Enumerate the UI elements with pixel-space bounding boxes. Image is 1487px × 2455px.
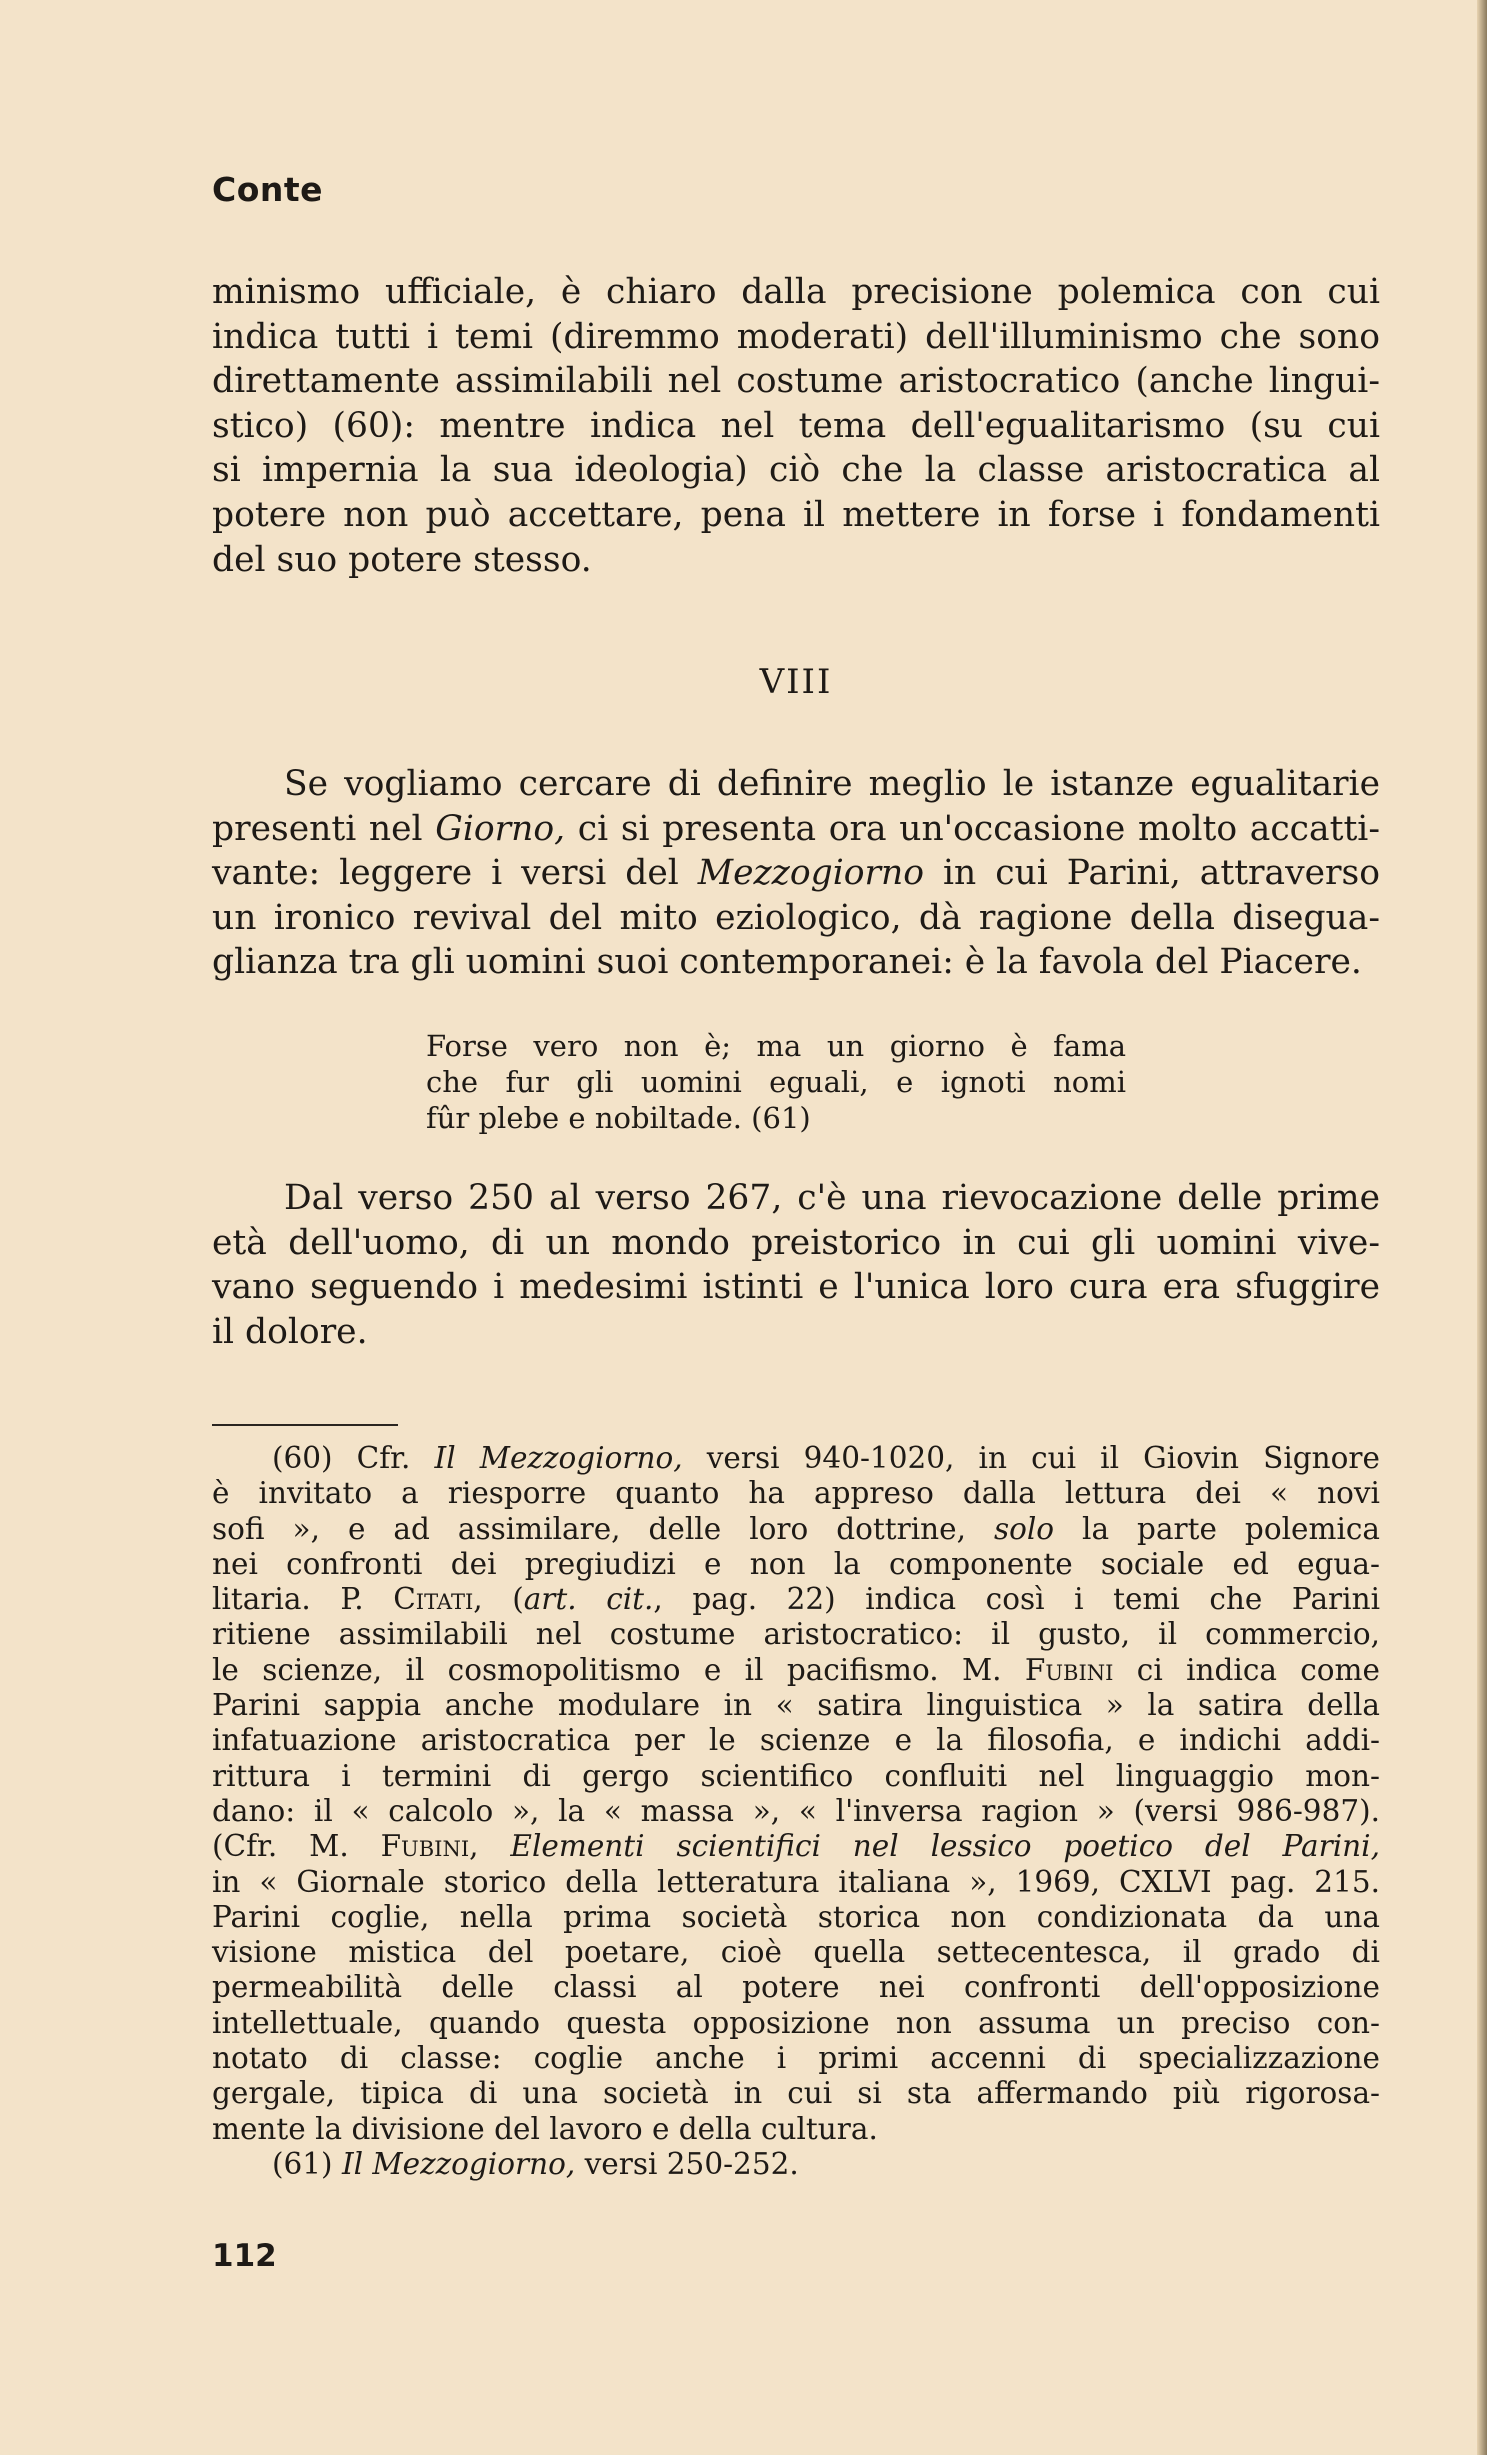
footnotes [212, 1441, 1380, 2182]
footnote-line: rittura i termini di gergo scientifico confluiti nel linguaggio mon- [212, 1758, 1380, 1793]
footnote-line: sofi », e ad assimilare, delle loro dottrine, solo la parte polemica [212, 1511, 1380, 1546]
page-number: 112 [212, 2238, 277, 2274]
footnote-divider [212, 1424, 398, 1426]
footnote-line: in « Giornale storico della letteratura italiana », 1969, CXLVI pag. 215. [212, 1864, 1380, 1899]
footnote-line: permeabilità delle classi al potere nei confronti dell'opposizione [212, 1970, 1380, 2005]
text-line: stico) (60): mentre indica nel tema dell'egualitarismo (su cui [212, 405, 1380, 446]
footnote-line: intellettuale, quando questa opposizione non assuma un preciso con- [212, 2005, 1380, 2040]
paragraph-3 [212, 1176, 1380, 1354]
footnote-line: (60) Cfr. Il Mezzogiorno, versi 940-1020, in cui il Giovin Signore [272, 1441, 1380, 1475]
running-head: Conte [212, 170, 324, 209]
page-edge [1477, 0, 1487, 2455]
text-line: indica tutti i temi (diremmo moderati) dell'illuminismo che sono [212, 316, 1380, 357]
text-line: vano seguendo i medesimi istinti e l'unica loro cura era sfuggire [212, 1267, 1380, 1308]
verse-line: che fur gli uomini eguali, e ignoti nomi [426, 1065, 1126, 1099]
footnote-line: ritiene assimilabili nel costume aristocratico: il gusto, il commercio, [212, 1617, 1380, 1652]
text-line: Se vogliamo cercare di definire meglio le istanze egualitarie [284, 764, 1380, 804]
footnote-line: è invitato a riesporre quanto ha appreso dalla lettura dei « novi [212, 1476, 1380, 1511]
footnote-line: infatuazione aristocratica per le scienze e la filosofia, e indichi addi- [212, 1723, 1380, 1758]
footnote-line: gergale, tipica di una società in cui si sta affermando più rigorosa- [212, 2076, 1380, 2111]
text-line: vante: leggere i versi del Mezzogiorno in cui Parini, attraverso [212, 853, 1380, 894]
text-line: direttamente assimilabili nel costume aristocratico (anche lingui- [212, 361, 1380, 402]
footnote-line: (Cfr. M. Fubini, Elementi scientifici nel lessico poetico del Parini, [212, 1829, 1380, 1864]
footnote-line: mente la divisione del lavoro e della cultura. [212, 2111, 878, 2146]
footnote-line: dano: il « calcolo », la « massa », « l'inversa ragion » (versi 986-987). [212, 1793, 1380, 1828]
footnote-61: (61) Il Mezzogiorno, versi 250-252. [272, 2146, 799, 2181]
text-line: presenti nel Giorno, ci si presenta ora un'occasione molto accatti- [212, 808, 1380, 849]
paragraph-2 [212, 762, 1380, 985]
paragraph-1 [212, 270, 1380, 582]
verse-quotation [426, 1028, 1126, 1136]
text-line: un ironico revival del mito eziologico, dà ragione della disegua- [212, 897, 1380, 938]
text-line: potere non può accettare, pena il mettere in forse i fondamenti [212, 494, 1380, 535]
section-heading: VIII [759, 662, 833, 702]
text-line: si impernia la sua ideologia) ciò che la classe aristocratica al [212, 450, 1380, 491]
footnote-line: nei confronti dei pregiudizi e non la componente sociale ed egua- [212, 1546, 1380, 1581]
footnote-line: litaria. P. Citati, (art. cit., pag. 22) indica così i temi che Parini [212, 1582, 1380, 1617]
footnote-line: visione mistica del poetare, cioè quella settecentesca, il grado di [212, 1935, 1380, 1970]
footnote-line: Parini coglie, nella prima società storica non condizionata da una [212, 1899, 1380, 1934]
footnote-line: notato di classe: coglie anche i primi accenni di specializzazione [212, 2041, 1380, 2076]
text-line: minismo ufficiale, è chiaro dalla precisione polemica con cui [212, 272, 1380, 312]
text-line: età dell'uomo, di un mondo preistorico in cui gli uomini vive- [212, 1222, 1380, 1263]
text-line: il dolore. [212, 1311, 368, 1352]
work-title: Giorno, [435, 808, 566, 849]
verse-line: fûr plebe e nobiltade. (61) [426, 1101, 811, 1135]
text-line: Dal verso 250 al verso 267, c'è una rievocazione delle prime [284, 1178, 1380, 1218]
footnote-line: le scienze, il cosmopolitismo e il pacifismo. M. Fubini ci indica come [212, 1652, 1380, 1687]
text-line: del suo potere stesso. [212, 539, 592, 580]
verse-line: Forse vero non è; ma un giorno è fama [426, 1029, 1126, 1063]
work-title: Mezzogiorno [697, 853, 925, 894]
text-line: glianza tra gli uomini suoi contemporanei: è la favola del Piacere. [212, 942, 1362, 983]
footnote-line: Parini sappia anche modulare in « satira linguistica » la satira della [212, 1688, 1380, 1723]
